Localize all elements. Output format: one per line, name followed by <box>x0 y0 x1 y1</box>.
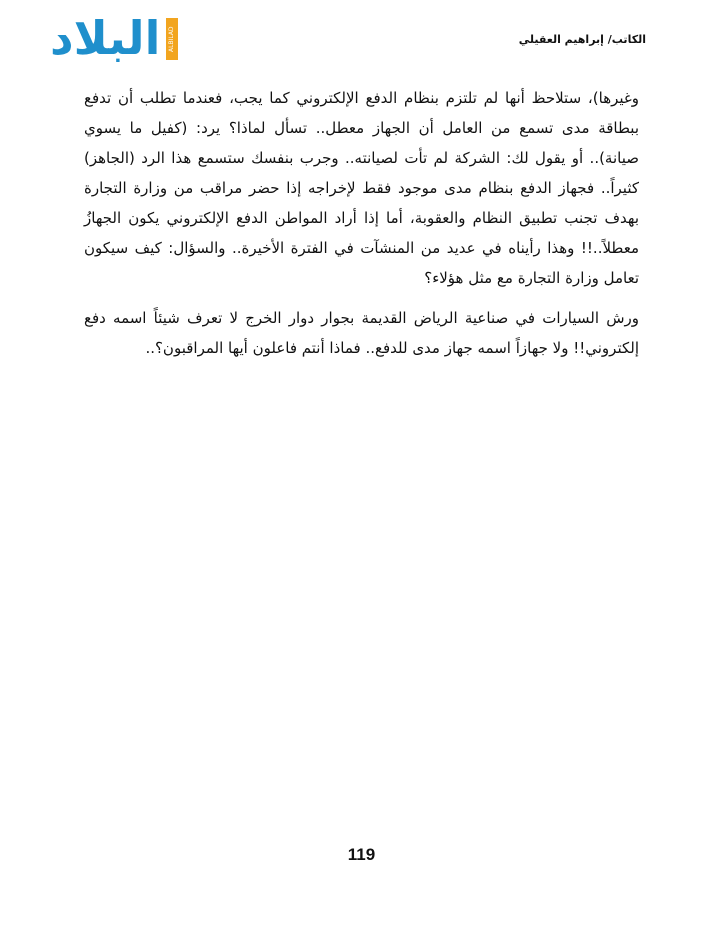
logo-tag: ALBILAD <box>166 18 178 60</box>
paragraph: وغيرها)، ستلاحظ أنها لم تلتزم بنظام الدفع الإلكتروني كما يجب، فعندما تطلب أن تدفع ببطاقة مدى تسمع من العامل أن الجهاز معطل.. تسأل لماذا؟ يرد: (كفيل ما يسوي صيانة).. أو يقول لك: الشركة لم تأت لصيانته.. وجرب بنفسك ستسمع هذا الرد (الجاهز) كثيراً.. فجهاز الدفع بنظام مدى موجود فقط لإخراجه إذا حضر مراقب من وزارة التجارة بهدف تجنب تطبيق النظام والعقوبة، أما إذا أراد المواطن الدفع الإلكتروني يكون الجهازُ معطلاً..!! وهذا رأيناه في عديد من المنشآت في الفترة الأخيرة.. والسؤال: كيف سيكون تعامل وزارة التجارة مع مثل هؤلاء؟ <box>84 89 639 287</box>
author-byline: الكاتب/ إبراهيم العقيلي <box>518 33 646 46</box>
page-number: 119 <box>347 845 376 864</box>
paragraph: ورش السيارات في صناعية الرياض القديمة بجوار دوار الخرج لا تعرف شيئاً اسمه دفع إلكتروني!! ولا جهازاً اسمه جهاز مدى للدفع.. فماذا أنتم فاعلون أيها المراقبون؟.. <box>84 309 639 357</box>
article-body <box>84 83 639 373</box>
newspaper-logo <box>50 11 182 66</box>
logo-wordmark: البلاد <box>50 11 161 65</box>
